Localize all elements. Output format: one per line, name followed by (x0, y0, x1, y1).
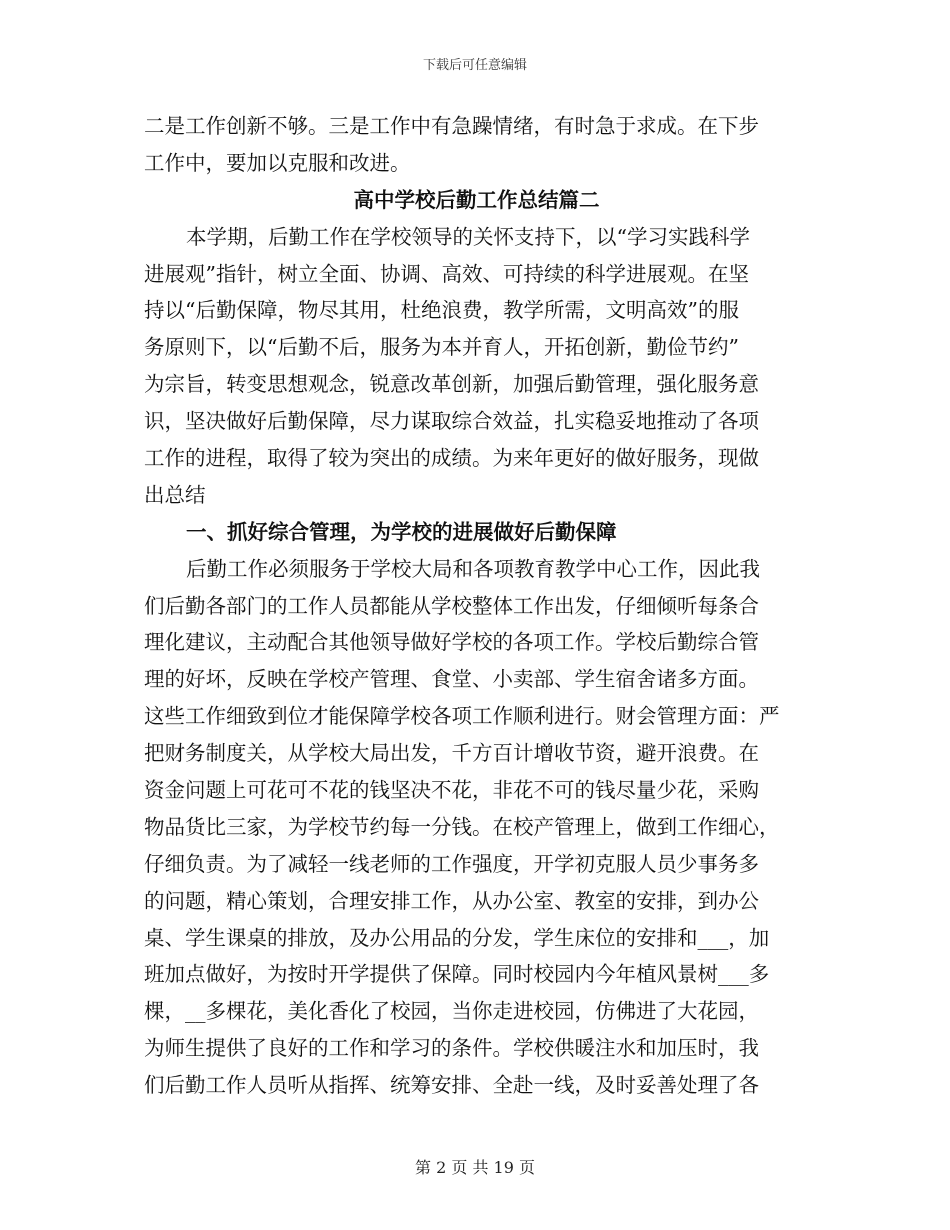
paragraph-line: 为师生提供了良好的工作和学习的条件。学校供暖注水和加压时，我 (144, 1036, 759, 1061)
paragraph-line: 识，坚决做好后勤保障，尽力谋取综合效益，扎实稳妥地推动了各项 (144, 409, 759, 434)
paragraph-line: 物品货比三家，为学校节约每一分钱。在校产管理上，做到工作细心， (144, 814, 780, 839)
paragraph-line: 后勤工作必须服务于学校大局和各项教育教学中心工作，因此我 (186, 556, 760, 581)
paragraph-line: 的问题，精心策划，合理安排工作，从办公室、教室的安排，到办公 (144, 888, 759, 913)
paragraph-line: 仔细负责。为了减轻一线老师的工作强度，开学初克服人员少事务多 (144, 851, 759, 876)
document-body (144, 108, 809, 1104)
paragraph-line: 进展观”指针，树立全面、协调、高效、可持续的科学进展观。在坚 (144, 261, 749, 286)
paragraph-line: 资金问题上可花可不花的钱坚决不花，非花不可的钱尽量少花，采购 (144, 778, 759, 803)
paragraph-line: 理化建议，主动配合其他领导做好学校的各项工作。学校后勤综合管 (144, 630, 759, 655)
paragraph-line: 工作中，要加以克服和改进。 (144, 150, 411, 175)
paragraph-line: 持以“后勤保障，物尽其用，杜绝浪费，教学所需，文明高效”的服 (144, 298, 739, 323)
paragraph-line: 班加点做好，为按时开学提供了保障。同时校园内今年植风景树___多 (144, 962, 770, 987)
header-note: 下载后可任意编辑 (422, 58, 527, 73)
paragraph-line: 工作的进程，取得了较为突出的成绩。为来年更好的做好服务，现做 (144, 446, 759, 471)
paragraph-line: 本学期，后勤工作在学校领导的关怀支持下，以“学习实践科学 (186, 224, 750, 249)
paragraph-line: 这些工作细致到位才能保障学校各项工作顺利进行。财会管理方面：严 (144, 704, 780, 729)
subsection-heading: 一、抓好综合管理，为学校的进展做好后勤保障 (186, 519, 617, 544)
paragraph-line: 把财务制度关，从学校大局出发，千方百计增收节资，避开浪费。在 (144, 741, 759, 766)
paragraph-line: 务原则下，以“后勤不后，服务为本并育人，开拓创新，勤俭节约” (144, 335, 739, 360)
page-number: 第 2 页 共 19 页 (415, 1158, 535, 1177)
paragraph-line: 桌、学生课桌的排放，及办公用品的分发，学生床位的安排和___，加 (144, 925, 770, 950)
paragraph-line: 们后勤工作人员听从指挥、统筹安排、全赴一线，及时妥善处理了各 (144, 1073, 759, 1098)
paragraph-line: 出总结 (144, 482, 206, 507)
paragraph-line: 们后勤各部门的工作人员都能从学校整体工作出发，仔细倾听每条合 (144, 593, 759, 618)
section-title: 高中学校后勤工作总结篇二 (353, 187, 600, 212)
paragraph-line: 二是工作创新不够。三是工作中有急躁情绪，有时急于求成。在下步 (144, 114, 759, 138)
paragraph-line: 为宗旨，转变思想观念，锐意改革创新，加强后勤管理，强化服务意 (144, 372, 759, 397)
paragraph-line: 理的好坏，反映在学校产管理、食堂、小卖部、学生宿舍诸多方面。 (144, 667, 759, 692)
paragraph-line: 棵，__多棵花，美化香化了校园，当你走进校园，仿佛进了大花园， (144, 999, 759, 1024)
